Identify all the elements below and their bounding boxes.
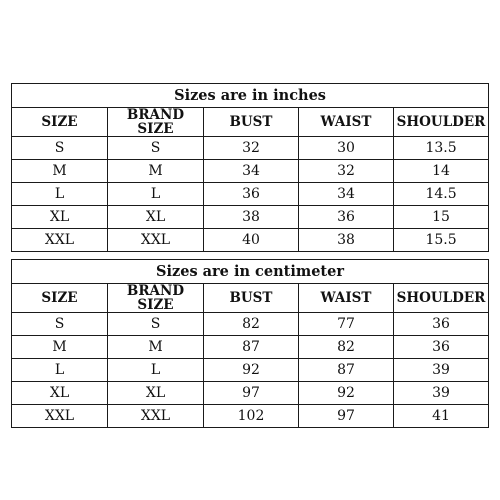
cell-waist: 36 <box>299 206 394 229</box>
cell-brand-size: S <box>108 137 204 160</box>
table-row <box>12 382 489 405</box>
cell-bust: 34 <box>204 160 299 183</box>
header-shoulder: SHOULDER <box>394 108 489 137</box>
cell-size: XXL <box>12 405 108 428</box>
table-caption: Sizes are in inches <box>12 84 489 108</box>
table-row <box>12 229 489 252</box>
header-bust: BUST <box>204 284 299 313</box>
cell-shoulder: 41 <box>394 405 489 428</box>
cell-bust: 38 <box>204 206 299 229</box>
table-caption: Sizes are in centimeter <box>12 260 489 284</box>
table-row <box>12 313 489 336</box>
cell-waist: 38 <box>299 229 394 252</box>
cell-size: XXL <box>12 229 108 252</box>
cell-waist: 77 <box>299 313 394 336</box>
cell-bust: 102 <box>204 405 299 428</box>
size-chart-inches <box>11 83 489 252</box>
cell-brand-size: XL <box>108 206 204 229</box>
table-header-row <box>12 108 489 137</box>
cell-bust: 32 <box>204 137 299 160</box>
table-row <box>12 183 489 206</box>
cell-shoulder: 36 <box>394 336 489 359</box>
table-row <box>12 359 489 382</box>
cell-shoulder: 39 <box>394 359 489 382</box>
cell-brand-size: S <box>108 313 204 336</box>
cell-shoulder: 13.5 <box>394 137 489 160</box>
cell-bust: 87 <box>204 336 299 359</box>
cell-waist: 92 <box>299 382 394 405</box>
table-row <box>12 336 489 359</box>
cell-size: M <box>12 160 108 183</box>
header-waist: WAIST <box>299 108 394 137</box>
cell-brand-size: M <box>108 160 204 183</box>
cell-shoulder: 14.5 <box>394 183 489 206</box>
table-row <box>12 405 489 428</box>
header-bust: BUST <box>204 108 299 137</box>
size-chart-centimeter <box>11 259 489 428</box>
cell-shoulder: 36 <box>394 313 489 336</box>
header-shoulder: SHOULDER <box>394 284 489 313</box>
cell-shoulder: 39 <box>394 382 489 405</box>
cell-waist: 32 <box>299 160 394 183</box>
cell-brand-size: M <box>108 336 204 359</box>
cell-brand-size: XXL <box>108 229 204 252</box>
cell-bust: 40 <box>204 229 299 252</box>
header-brand-size: BRAND SIZE <box>108 284 204 313</box>
cell-bust: 92 <box>204 359 299 382</box>
cell-size: S <box>12 313 108 336</box>
cell-shoulder: 14 <box>394 160 489 183</box>
cell-size: XL <box>12 382 108 405</box>
cell-size: L <box>12 359 108 382</box>
cell-bust: 36 <box>204 183 299 206</box>
cell-size: M <box>12 336 108 359</box>
cell-shoulder: 15 <box>394 206 489 229</box>
header-size: SIZE <box>12 108 108 137</box>
header-size: SIZE <box>12 284 108 313</box>
header-brand-size: BRAND SIZE <box>108 108 204 137</box>
cell-size: L <box>12 183 108 206</box>
cell-waist: 87 <box>299 359 394 382</box>
cell-bust: 97 <box>204 382 299 405</box>
cell-brand-size: L <box>108 359 204 382</box>
cell-bust: 82 <box>204 313 299 336</box>
cell-size: S <box>12 137 108 160</box>
cell-waist: 82 <box>299 336 394 359</box>
cell-waist: 97 <box>299 405 394 428</box>
cell-waist: 34 <box>299 183 394 206</box>
header-waist: WAIST <box>299 284 394 313</box>
cell-shoulder: 15.5 <box>394 229 489 252</box>
cell-brand-size: XXL <box>108 405 204 428</box>
cell-brand-size: XL <box>108 382 204 405</box>
cell-waist: 30 <box>299 137 394 160</box>
table-header-row <box>12 284 489 313</box>
table-row <box>12 137 489 160</box>
table-row <box>12 160 489 183</box>
cell-brand-size: L <box>108 183 204 206</box>
cell-size: XL <box>12 206 108 229</box>
table-row <box>12 206 489 229</box>
